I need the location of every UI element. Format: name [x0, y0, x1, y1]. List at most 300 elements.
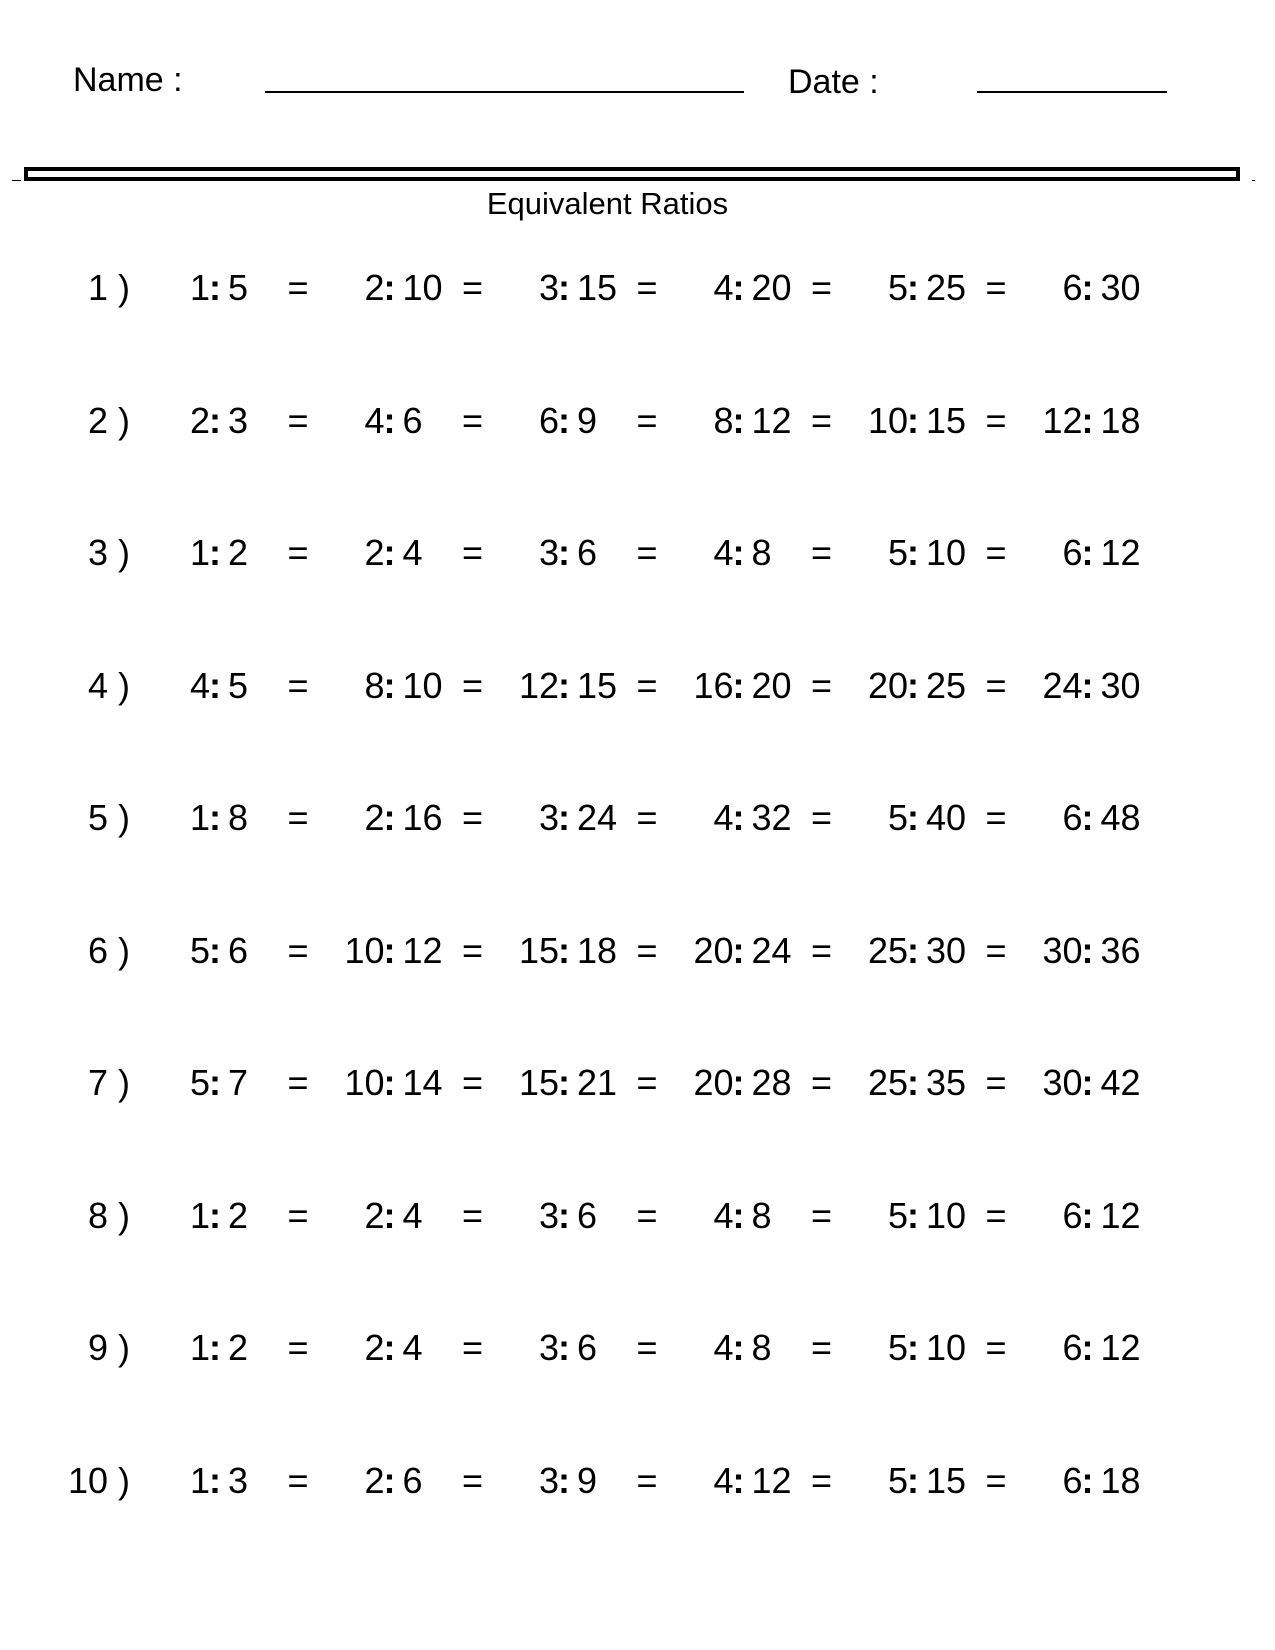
equals-sign: =	[287, 1327, 309, 1368]
ratio	[1041, 1191, 1151, 1241]
ratio-antecedent: 5	[887, 1459, 908, 1501]
equals-sign: =	[985, 532, 1007, 573]
ratio-antecedent: 1	[189, 1459, 210, 1501]
equals-sign: =	[810, 1459, 833, 1501]
ratio-consequent: 12	[1100, 1327, 1141, 1368]
ratio-consequent: 12	[402, 929, 443, 971]
ratio	[866, 793, 976, 843]
ratio-consequent: 8	[751, 1194, 772, 1236]
ratio-consequent: 20	[751, 267, 792, 308]
ratio-antecedent: 2	[364, 797, 385, 838]
problem-row	[0, 926, 1275, 976]
ratio-consequent: 7	[228, 1062, 249, 1103]
name-blank-line	[265, 91, 744, 93]
ratio-consequent: 20	[751, 664, 792, 706]
ratio-colon: :	[558, 1194, 570, 1236]
ratio-colon: :	[732, 929, 745, 971]
problem-row	[0, 1323, 1275, 1373]
ratio-consequent: 10	[926, 1327, 967, 1368]
ratio	[517, 1058, 627, 1108]
ratio	[168, 793, 278, 843]
ratio-colon: :	[383, 929, 396, 971]
equals-sign: =	[636, 1327, 658, 1368]
ratio-consequent: 30	[1100, 267, 1141, 308]
ratio-antecedent: 1	[189, 1194, 210, 1236]
ratio	[168, 1058, 278, 1108]
ratio-consequent: 12	[751, 399, 792, 441]
ratio	[343, 528, 453, 578]
ratio-colon: :	[209, 797, 221, 838]
ratio	[866, 1058, 976, 1108]
equals-sign: =	[985, 399, 1007, 441]
ratio-antecedent: 20	[693, 1062, 734, 1103]
problem-row	[0, 1456, 1275, 1506]
ratio	[517, 1456, 627, 1506]
ratio-antecedent: 20	[693, 929, 734, 971]
ratio-colon: :	[383, 532, 396, 573]
ratio-consequent: 25	[926, 664, 967, 706]
ratio-consequent: 2	[228, 1327, 249, 1368]
ratio-colon: :	[209, 1459, 221, 1501]
ratio-colon: :	[209, 929, 221, 971]
ratio-colon: :	[558, 1062, 570, 1103]
ratio-consequent: 2	[228, 532, 249, 573]
problem-row	[0, 661, 1275, 711]
equals-sign: =	[287, 1062, 309, 1103]
ratio-consequent: 6	[577, 1194, 598, 1236]
ratio-antecedent: 4	[713, 1194, 734, 1236]
ratio-antecedent: 3	[538, 532, 559, 573]
ratio-colon: :	[558, 797, 570, 838]
equals-sign: =	[636, 929, 658, 971]
ratio-colon: :	[558, 267, 570, 308]
ratio-colon: :	[383, 1194, 396, 1236]
equals-sign: =	[287, 1194, 309, 1236]
problem-number: 9 )	[87, 1327, 130, 1368]
equals-sign: =	[461, 1062, 484, 1103]
equals-sign: =	[985, 1062, 1007, 1103]
ratio-colon: :	[732, 797, 745, 838]
ratio-consequent: 28	[751, 1062, 792, 1103]
problem-row	[0, 1058, 1275, 1108]
ratio-consequent: 16	[402, 797, 443, 838]
ratio-colon: :	[907, 664, 919, 706]
ratio	[866, 1323, 976, 1373]
ratio-consequent: 6	[402, 1459, 423, 1501]
ratio-consequent: 10	[926, 532, 967, 573]
date-blank-line	[977, 91, 1167, 93]
ratio-colon: :	[1081, 532, 1094, 573]
ratio-consequent: 12	[1100, 1194, 1141, 1236]
ratio-colon: :	[732, 1062, 745, 1103]
equals-sign: =	[636, 399, 658, 441]
ratio-consequent: 18	[577, 929, 618, 971]
ratio	[692, 1456, 802, 1506]
ratio-consequent: 10	[402, 267, 443, 308]
problem-row	[0, 528, 1275, 578]
ratio	[343, 793, 453, 843]
ratio	[168, 926, 278, 976]
equals-sign: =	[636, 797, 658, 838]
ratio-consequent: 15	[577, 267, 618, 308]
ratio-antecedent: 12	[518, 664, 559, 706]
ratio-consequent: 24	[751, 929, 792, 971]
ratio-colon: :	[558, 399, 570, 441]
ratio	[692, 793, 802, 843]
ratio-antecedent: 6	[1062, 267, 1083, 308]
ratio-consequent: 12	[751, 1459, 792, 1501]
ratio-consequent: 8	[228, 797, 249, 838]
ratio-consequent: 6	[577, 1327, 598, 1368]
ratio-antecedent: 25	[867, 1062, 908, 1103]
ratio-consequent: 5	[228, 664, 249, 706]
ratio-antecedent: 3	[538, 267, 559, 308]
ratio-colon: :	[907, 1062, 919, 1103]
ratio-consequent: 18	[1100, 399, 1141, 441]
ratio	[692, 1191, 802, 1241]
equals-sign: =	[810, 399, 833, 441]
problem-number: 10 )	[67, 1459, 130, 1501]
problem-row	[0, 263, 1275, 313]
ratio-consequent: 3	[228, 399, 249, 441]
equals-sign: =	[287, 1459, 309, 1501]
ratio-consequent: 40	[926, 797, 967, 838]
ratio-colon: :	[732, 532, 745, 573]
ratio-colon: :	[383, 1327, 396, 1368]
ratio-consequent: 18	[1100, 1459, 1141, 1501]
problem-number: 2 )	[87, 399, 130, 441]
ratio-colon: :	[907, 1327, 919, 1368]
ratio-antecedent: 6	[1062, 532, 1083, 573]
ratio-antecedent: 6	[1062, 797, 1083, 838]
ratio-consequent: 4	[402, 1194, 423, 1236]
ratio	[168, 1456, 278, 1506]
ratio-antecedent: 4	[364, 399, 385, 441]
ratio-antecedent: 1	[189, 1327, 210, 1368]
ratio-colon: :	[907, 399, 919, 441]
ratio-consequent: 25	[926, 267, 967, 308]
problem-number: 8 )	[87, 1194, 130, 1236]
ratio-antecedent: 6	[1062, 1327, 1083, 1368]
equals-sign: =	[636, 532, 658, 573]
equals-sign: =	[461, 1459, 484, 1501]
ratio	[692, 528, 802, 578]
equals-sign: =	[985, 1327, 1007, 1368]
ratio-colon: :	[907, 1194, 919, 1236]
ratio-antecedent: 2	[189, 399, 210, 441]
ratio	[866, 661, 976, 711]
ratio-consequent: 42	[1100, 1062, 1141, 1103]
ratio-consequent: 4	[402, 1327, 423, 1368]
ratio-colon: :	[209, 1062, 221, 1103]
ratio	[517, 661, 627, 711]
ratio	[517, 528, 627, 578]
ratio	[517, 263, 627, 313]
equals-sign: =	[810, 797, 833, 838]
ratio	[1041, 1058, 1151, 1108]
ratio	[168, 1323, 278, 1373]
ratio-antecedent: 6	[1062, 1459, 1083, 1501]
ratio-antecedent: 2	[364, 532, 385, 573]
ratio-antecedent: 5	[887, 797, 908, 838]
equals-sign: =	[287, 267, 309, 308]
problem-number: 6 )	[87, 929, 130, 971]
equals-sign: =	[636, 664, 658, 706]
ratio	[517, 1191, 627, 1241]
ratio-antecedent: 2	[364, 1327, 385, 1368]
equals-sign: =	[985, 664, 1007, 706]
equals-sign: =	[461, 399, 484, 441]
ratio-antecedent: 1	[189, 267, 210, 308]
ratio-colon: :	[1081, 1194, 1094, 1236]
ratio-antecedent: 2	[364, 1459, 385, 1501]
equals-sign: =	[461, 664, 484, 706]
ratio-antecedent: 30	[1042, 1062, 1083, 1103]
ratio	[866, 396, 976, 446]
ratio-colon: :	[1081, 1459, 1094, 1501]
ratio-antecedent: 5	[887, 267, 908, 308]
equals-sign: =	[810, 929, 833, 971]
ratio	[866, 528, 976, 578]
problem-number: 4 )	[87, 664, 130, 706]
ratio	[1041, 793, 1151, 843]
problem-number: 5 )	[87, 797, 130, 838]
equals-sign: =	[810, 664, 833, 706]
ratio-antecedent: 5	[887, 1194, 908, 1236]
ratio	[866, 1191, 976, 1241]
ratio-colon: :	[558, 929, 570, 971]
equals-sign: =	[636, 1194, 658, 1236]
ratio-colon: :	[558, 664, 570, 706]
ratio-antecedent: 1	[189, 797, 210, 838]
ratio-consequent: 30	[926, 929, 967, 971]
problem-number: 3 )	[87, 532, 130, 573]
ratio	[343, 661, 453, 711]
ratio-colon: :	[732, 1327, 745, 1368]
problem-row	[0, 1191, 1275, 1241]
ratio-colon: :	[907, 1459, 919, 1501]
ratio	[1041, 263, 1151, 313]
ratio-consequent: 15	[926, 399, 967, 441]
ratio-antecedent: 10	[344, 929, 385, 971]
ratio-colon: :	[558, 1459, 570, 1501]
ratio-consequent: 14	[402, 1062, 443, 1103]
ratio-antecedent: 5	[887, 1327, 908, 1368]
ratio-consequent: 35	[926, 1062, 967, 1103]
ratio-consequent: 6	[228, 929, 249, 971]
ratio	[168, 528, 278, 578]
ratio-consequent: 6	[402, 399, 423, 441]
problem-number: 1 )	[87, 267, 130, 308]
ratio-colon: :	[732, 267, 745, 308]
ratio-colon: :	[383, 267, 396, 308]
equals-sign: =	[287, 664, 309, 706]
ratio	[866, 263, 976, 313]
ratio	[1041, 926, 1151, 976]
ratio	[692, 1058, 802, 1108]
ratio	[343, 926, 453, 976]
ratio-antecedent: 3	[538, 1194, 559, 1236]
ratio-antecedent: 3	[538, 1459, 559, 1501]
ratio-antecedent: 8	[713, 399, 734, 441]
ratio-antecedent: 12	[1042, 399, 1083, 441]
ratio	[692, 661, 802, 711]
ratio	[1041, 1456, 1151, 1506]
ratio	[343, 1456, 453, 1506]
ratio	[1041, 528, 1151, 578]
equals-sign: =	[461, 797, 484, 838]
ratio-colon: :	[907, 929, 919, 971]
ratio-antecedent: 1	[189, 532, 210, 573]
ratio-colon: :	[1081, 797, 1094, 838]
ratio-antecedent: 8	[364, 664, 385, 706]
ratio	[343, 396, 453, 446]
equals-sign: =	[461, 532, 484, 573]
equals-sign: =	[985, 1194, 1007, 1236]
equals-sign: =	[810, 1327, 833, 1368]
ratio	[1041, 396, 1151, 446]
ratio	[343, 1191, 453, 1241]
ratio	[343, 1058, 453, 1108]
ratio-consequent: 21	[577, 1062, 618, 1103]
ratio-colon: :	[558, 1327, 570, 1368]
name-label: Name :	[73, 61, 183, 99]
equals-sign: =	[461, 1327, 484, 1368]
equals-sign: =	[287, 399, 309, 441]
ratio-colon: :	[1081, 664, 1094, 706]
ratio	[692, 1323, 802, 1373]
ratio-consequent: 36	[1100, 929, 1141, 971]
equals-sign: =	[636, 267, 658, 308]
equals-sign: =	[810, 1062, 833, 1103]
ratio-colon: :	[558, 532, 570, 573]
ratio	[692, 396, 802, 446]
ratio-colon: :	[383, 797, 396, 838]
equals-sign: =	[985, 267, 1007, 308]
ratio-colon: :	[732, 1459, 745, 1501]
equals-sign: =	[287, 929, 309, 971]
ratio-colon: :	[209, 399, 221, 441]
ratio-consequent: 8	[751, 532, 772, 573]
ratio-antecedent: 16	[693, 664, 734, 706]
ratio-antecedent: 3	[538, 1327, 559, 1368]
ratio-colon: :	[1081, 1062, 1094, 1103]
ratio	[168, 661, 278, 711]
ratio-antecedent: 6	[538, 399, 559, 441]
ratio-consequent: 2	[228, 1194, 249, 1236]
title-divider	[24, 167, 1240, 181]
ratio-antecedent: 4	[713, 532, 734, 573]
ratio-colon: :	[209, 1194, 221, 1236]
ratio-antecedent: 6	[1062, 1194, 1083, 1236]
ratio-colon: :	[209, 1327, 221, 1368]
equals-sign: =	[287, 797, 309, 838]
ratio-antecedent: 4	[713, 1327, 734, 1368]
ratio	[866, 926, 976, 976]
ratio-antecedent: 5	[887, 532, 908, 573]
equals-sign: =	[636, 1062, 658, 1103]
ratio-colon: :	[1081, 1327, 1094, 1368]
ratio	[168, 1191, 278, 1241]
ratio-antecedent: 25	[867, 929, 908, 971]
equals-sign: =	[461, 929, 484, 971]
ratio	[517, 793, 627, 843]
ratio-antecedent: 15	[518, 1062, 559, 1103]
ratio-antecedent: 2	[364, 1194, 385, 1236]
problem-number: 7 )	[87, 1062, 130, 1103]
ratio-consequent: 15	[926, 1459, 967, 1501]
ratio-consequent: 24	[577, 797, 618, 838]
ratio-colon: :	[732, 664, 745, 706]
ratio-colon: :	[732, 399, 745, 441]
ratio-antecedent: 10	[867, 399, 908, 441]
ratio-antecedent: 30	[1042, 929, 1083, 971]
ratio	[517, 396, 627, 446]
ratio-colon: :	[209, 267, 221, 308]
ratio-consequent: 3	[228, 1459, 249, 1501]
ratio-colon: :	[383, 1062, 396, 1103]
ratio-antecedent: 2	[364, 267, 385, 308]
ratio-colon: :	[1081, 267, 1094, 308]
equals-sign: =	[985, 929, 1007, 971]
ratio-colon: :	[383, 1459, 396, 1501]
ratio-antecedent: 4	[713, 1459, 734, 1501]
ratio	[517, 926, 627, 976]
worksheet-title: Equivalent Ratios	[486, 186, 729, 221]
ratio-consequent: 15	[577, 664, 618, 706]
ratio-colon: :	[907, 532, 919, 573]
ratio-colon: :	[209, 664, 221, 706]
problem-row	[0, 793, 1275, 843]
ratio-consequent: 12	[1100, 532, 1141, 573]
equals-sign: =	[810, 267, 833, 308]
ratio-antecedent: 24	[1042, 664, 1083, 706]
ratio-consequent: 48	[1100, 797, 1141, 838]
equals-sign: =	[461, 267, 484, 308]
ratio-colon: :	[1081, 399, 1094, 441]
divider-tick-right	[1252, 180, 1255, 181]
equals-sign: =	[985, 1459, 1007, 1501]
ratio-colon: :	[732, 1194, 745, 1236]
ratio	[692, 926, 802, 976]
ratio-consequent: 8	[751, 1327, 772, 1368]
ratio-colon: :	[1081, 929, 1094, 971]
equals-sign: =	[985, 797, 1007, 838]
ratio-consequent: 9	[577, 1459, 598, 1501]
ratio-antecedent: 5	[189, 929, 210, 971]
ratio	[168, 263, 278, 313]
ratio-colon: :	[907, 267, 919, 308]
equals-sign: =	[810, 532, 833, 573]
equals-sign: =	[287, 532, 309, 573]
ratio-consequent: 4	[402, 532, 423, 573]
ratio-colon: :	[209, 532, 221, 573]
ratio-consequent: 5	[228, 267, 249, 308]
ratio-antecedent: 4	[713, 267, 734, 308]
ratio-consequent: 10	[926, 1194, 967, 1236]
ratio-consequent: 9	[577, 399, 598, 441]
ratio	[343, 263, 453, 313]
divider-tick-left	[12, 180, 21, 181]
ratio-colon: :	[383, 664, 396, 706]
ratio-antecedent: 10	[344, 1062, 385, 1103]
ratio-antecedent: 3	[538, 797, 559, 838]
equals-sign: =	[461, 1194, 484, 1236]
ratio-colon: :	[383, 399, 396, 441]
ratio	[1041, 1323, 1151, 1373]
date-label: Date :	[788, 63, 879, 101]
ratio-consequent: 32	[751, 797, 792, 838]
